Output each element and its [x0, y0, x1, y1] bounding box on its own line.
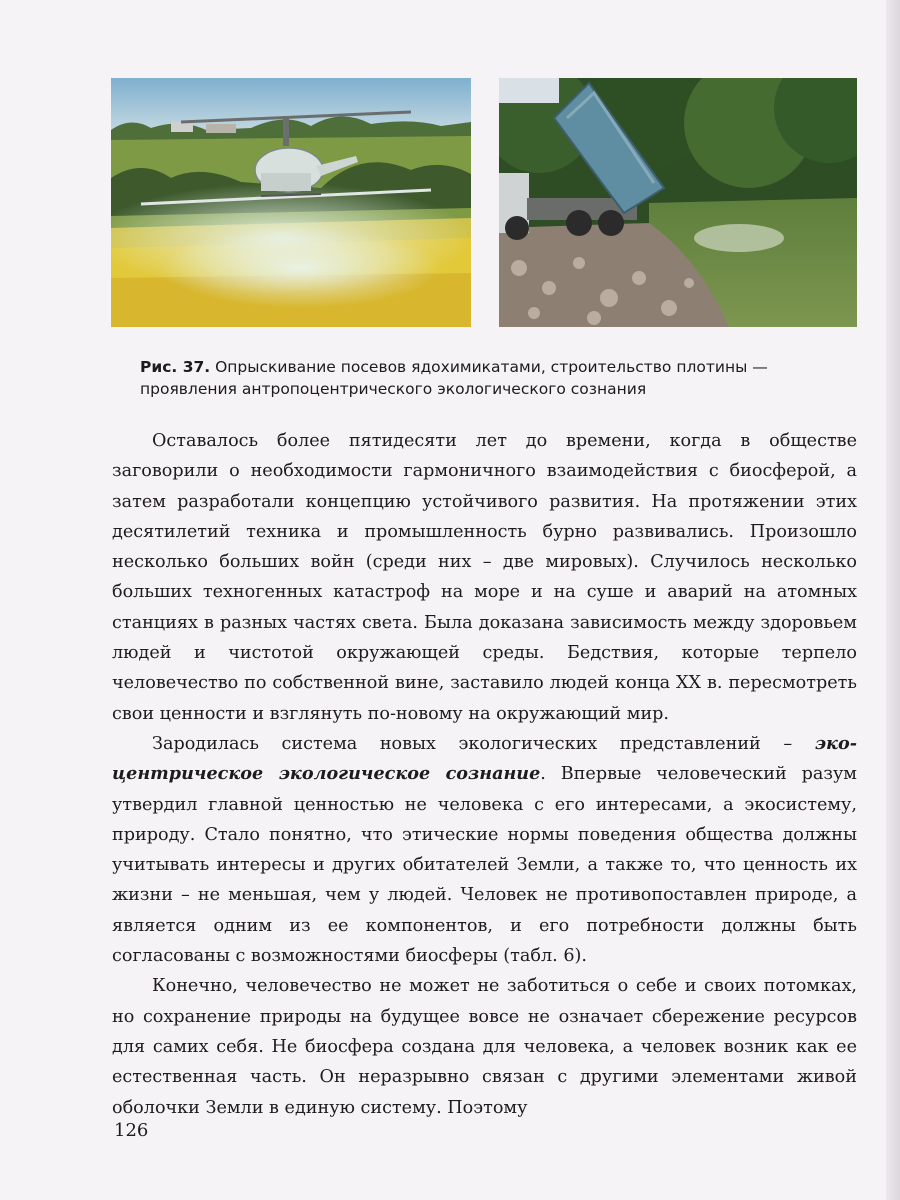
paragraph-3: Конечно, человечество не может не заботиться о себе и своих потомках, но сохранение природы на будущее вовсе не означает сбережение ресурсов для самих себя. Не биосфера создана для человека, а человек возник как ее естественная часть. Он неразрывно связан с другими элементами живой оболочки Земли в единую систему. Поэтому — [112, 976, 857, 1118]
page-number: 126 — [114, 1120, 149, 1141]
dump-truck-dam-photo — [499, 78, 857, 327]
paragraph-2 — [112, 729, 857, 971]
main-text — [112, 426, 857, 1123]
ecocentric-term: экоцентрическое экологическое сознание — [112, 732, 857, 785]
paragraph-1: Оставалось более пятидесяти лет до времени, когда в обществе заговорили о необходимости гармоничного взаимодействия с биосферой, а затем разработали концепцию устойчивого развития. На протяжении этих десятилетий техника и промышленность бурно развивались. Произошло несколько больших войн (среди них – две мировых). Случилось несколько больших техногенных катастроф на море и на суше и аварий на атомных станциях в разных частях света. Была доказана зависимость между здоровьем людей и чистотой окружающей среды. Бедствия, которые терпело человечество по собственной вине, заставило людей конца XX в. пересмотреть свои ценности и взглянуть по-новому на окружающий мир. — [112, 431, 857, 724]
figure-label: Рис. 37. — [140, 358, 211, 376]
figure-caption — [140, 356, 830, 400]
figure-caption-text: Опрыскивание посевов ядохимикатами, строительство плотины — проявления антропоцентрического экологического сознания — [140, 358, 768, 398]
page-edge — [886, 0, 900, 1200]
figure-37 — [111, 78, 857, 327]
helicopter-spraying-photo — [111, 78, 471, 327]
paragraph-2-intro: Зародилась система новых экологических представлений – — [152, 733, 815, 754]
paragraph-2-body: . Впервые человеческий разум утвердил главной ценностью не человека с его интересами, а экосистему, природу. Стало понятно, что этические нормы поведения общества должны учитывать интересы и других обитателей Земли, а также то, что ценность их жизни – не меньшая, чем у людей. Человек не противопоставлен природе, а является одним из ее компонентов, и его потребности должны быть согласованы с возможностями биосферы (табл. 6). — [112, 764, 857, 967]
